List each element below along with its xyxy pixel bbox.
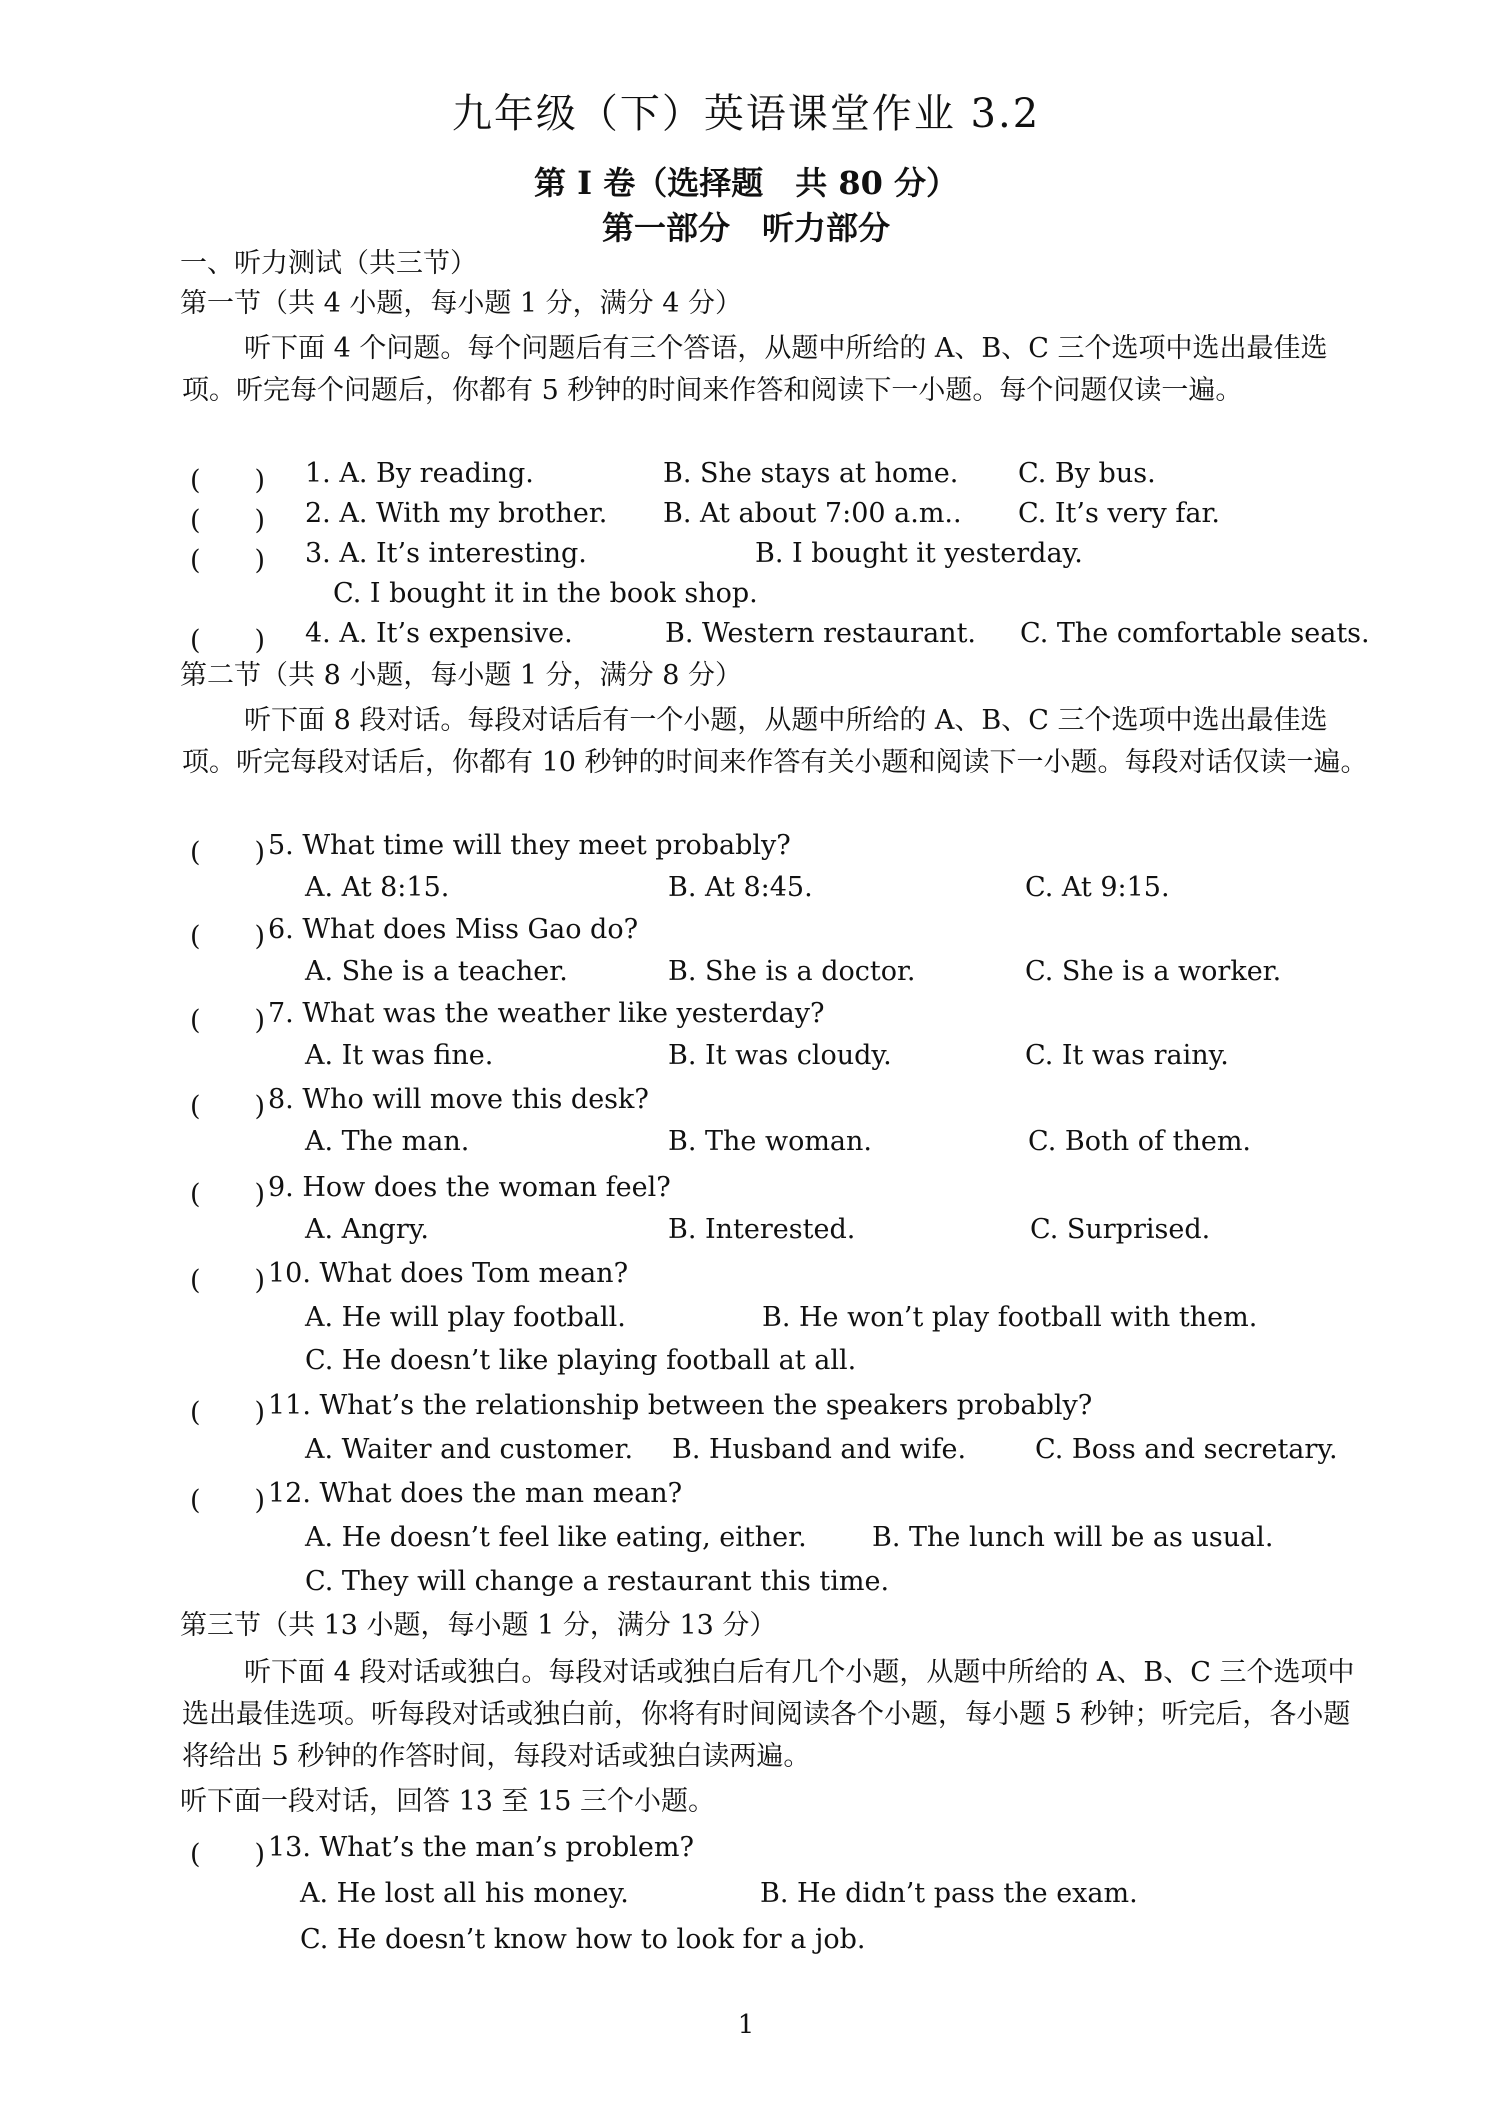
answer-blank: ( ) bbox=[190, 465, 266, 496]
q13-option-b: B. He didn’t pass the exam. bbox=[760, 1878, 1138, 1909]
q9-option-a: A. Angry. bbox=[305, 1214, 429, 1245]
q10-option-b: B. He won’t play football with them. bbox=[762, 1302, 1258, 1333]
q12-option-a: A. He doesn’t feel like eating, either. bbox=[305, 1522, 807, 1553]
q10-question: 10. What does Tom mean? bbox=[268, 1258, 629, 1289]
s3-dialog-intro: 听下面一段对话，回答 13 至 15 三个小题。 bbox=[180, 1786, 716, 1817]
section-heading: 一、听力测试（共三节） bbox=[180, 248, 477, 279]
q1-option-a: 1. A. By reading. bbox=[305, 458, 534, 489]
q13-question: 13. What’s the man’s problem? bbox=[268, 1832, 694, 1863]
q5-option-a: A. At 8:15. bbox=[305, 872, 450, 903]
q3-option-b: B. I bought it yesterday. bbox=[755, 538, 1083, 569]
q6-option-a: A. She is a teacher. bbox=[305, 956, 568, 987]
q8-option-a: A. The man. bbox=[305, 1126, 470, 1157]
q1-option-c: C. By bus. bbox=[1018, 458, 1156, 489]
q3-option-a: 3. A. It’s interesting. bbox=[305, 538, 587, 569]
q2-option-b: B. At about 7:00 a.m.. bbox=[663, 498, 962, 529]
q5-question: 5. What time will they meet probably? bbox=[268, 830, 791, 861]
answer-blank: ( ) bbox=[190, 837, 266, 868]
volume-heading: 第 I 卷（选择题 共 80 分） bbox=[533, 164, 959, 202]
q5-option-b: B. At 8:45. bbox=[668, 872, 813, 903]
answer-blank: ( ) bbox=[190, 1179, 266, 1210]
q11-option-b: B. Husband and wife. bbox=[672, 1434, 967, 1465]
page-title: 九年级（下）英语课堂作业 3.2 bbox=[451, 91, 1041, 137]
q7-option-c: C. It was rainy. bbox=[1025, 1040, 1229, 1071]
answer-blank: ( ) bbox=[190, 1005, 266, 1036]
q8-option-c: C. Both of them. bbox=[1028, 1126, 1252, 1157]
q9-question: 9. How does the woman feel? bbox=[268, 1172, 671, 1203]
q11-option-a: A. Waiter and customer. bbox=[305, 1434, 634, 1465]
q12-option-b: B. The lunch will be as usual. bbox=[872, 1522, 1274, 1553]
page-number: 1 bbox=[737, 2010, 755, 2040]
q1-option-b: B. She stays at home. bbox=[663, 458, 959, 489]
s2-heading: 第二节（共 8 小题，每小题 1 分，满分 8 分） bbox=[180, 660, 743, 691]
s1-heading: 第一节（共 4 小题，每小题 1 分，满分 4 分） bbox=[180, 288, 743, 319]
q12-option-c: C. They will change a restaurant this time. bbox=[305, 1566, 890, 1597]
q4-option-c: C. The comfortable seats. bbox=[1020, 618, 1370, 649]
q6-question: 6. What does Miss Gao do? bbox=[268, 914, 639, 945]
q9-option-b: B. Interested. bbox=[668, 1214, 856, 1245]
answer-blank: ( ) bbox=[190, 545, 266, 576]
answer-blank: ( ) bbox=[190, 1091, 266, 1122]
q3-option-c: C. I bought it in the book shop. bbox=[333, 578, 758, 609]
answer-blank: ( ) bbox=[190, 1839, 266, 1870]
q4-option-b: B. Western restaurant. bbox=[665, 618, 977, 649]
q13-option-a: A. He lost all his money. bbox=[300, 1878, 629, 1909]
q8-question: 8. Who will move this desk? bbox=[268, 1084, 649, 1115]
q9-option-c: C. Surprised. bbox=[1030, 1214, 1211, 1245]
q13-option-c: C. He doesn’t know how to look for a job. bbox=[300, 1924, 866, 1955]
answer-blank: ( ) bbox=[190, 625, 266, 656]
q6-option-b: B. She is a doctor. bbox=[668, 956, 916, 987]
q12-question: 12. What does the man mean? bbox=[268, 1478, 683, 1509]
s2-instruction: 听下面 8 段对话。每段对话后有一个小题，从题中所给的 A、B、C 三个选项中选出最佳选项。听完每段对话后，你都有 10 秒钟的时间来作答有关小题和阅读下一小题。每段对话仅读一遍。 bbox=[182, 705, 1368, 778]
part-heading: 第一部分 听力部分 bbox=[601, 209, 890, 247]
answer-blank: ( ) bbox=[190, 1265, 266, 1296]
s3-instruction: 听下面 4 段对话或独白。每段对话或独白后有几个小题，从题中所给的 A、B、C 三个选项中选出最佳选项。听每段对话或独白前，你将有时间阅读各个小题，每小题 5 秒钟；听完后，各小题将给出 5 秒钟的作答时间，每段对话或独白读两遍。 bbox=[182, 1657, 1355, 1772]
q2-option-c: C. It’s very far. bbox=[1018, 498, 1220, 529]
q11-option-c: C. Boss and secretary. bbox=[1035, 1434, 1338, 1465]
q7-option-a: A. It was fine. bbox=[305, 1040, 494, 1071]
q2-option-a: 2. A. With my brother. bbox=[305, 498, 608, 529]
answer-blank: ( ) bbox=[190, 1485, 266, 1516]
answer-blank: ( ) bbox=[190, 505, 266, 536]
q10-option-c: C. He doesn’t like playing football at all. bbox=[305, 1345, 857, 1376]
q7-option-b: B. It was cloudy. bbox=[668, 1040, 892, 1071]
q7-question: 7. What was the weather like yesterday? bbox=[268, 998, 825, 1029]
answer-blank: ( ) bbox=[190, 921, 266, 952]
q6-option-c: C. She is a worker. bbox=[1025, 956, 1282, 987]
q11-question: 11. What’s the relationship between the speakers probably? bbox=[268, 1390, 1093, 1421]
q4-option-a: 4. A. It’s expensive. bbox=[305, 618, 573, 649]
answer-blank: ( ) bbox=[190, 1397, 266, 1428]
q10-option-a: A. He will play football. bbox=[305, 1302, 626, 1333]
q5-option-c: C. At 9:15. bbox=[1025, 872, 1170, 903]
s1-instruction: 听下面 4 个问题。每个问题后有三个答语，从题中所给的 A、B、C 三个选项中选出最佳选项。听完每个问题后，你都有 5 秒钟的时间来作答和阅读下一小题。每个问题仅读一遍。 bbox=[182, 333, 1328, 406]
s3-heading: 第三节（共 13 小题，每小题 1 分，满分 13 分） bbox=[180, 1610, 777, 1641]
q8-option-b: B. The woman. bbox=[668, 1126, 873, 1157]
